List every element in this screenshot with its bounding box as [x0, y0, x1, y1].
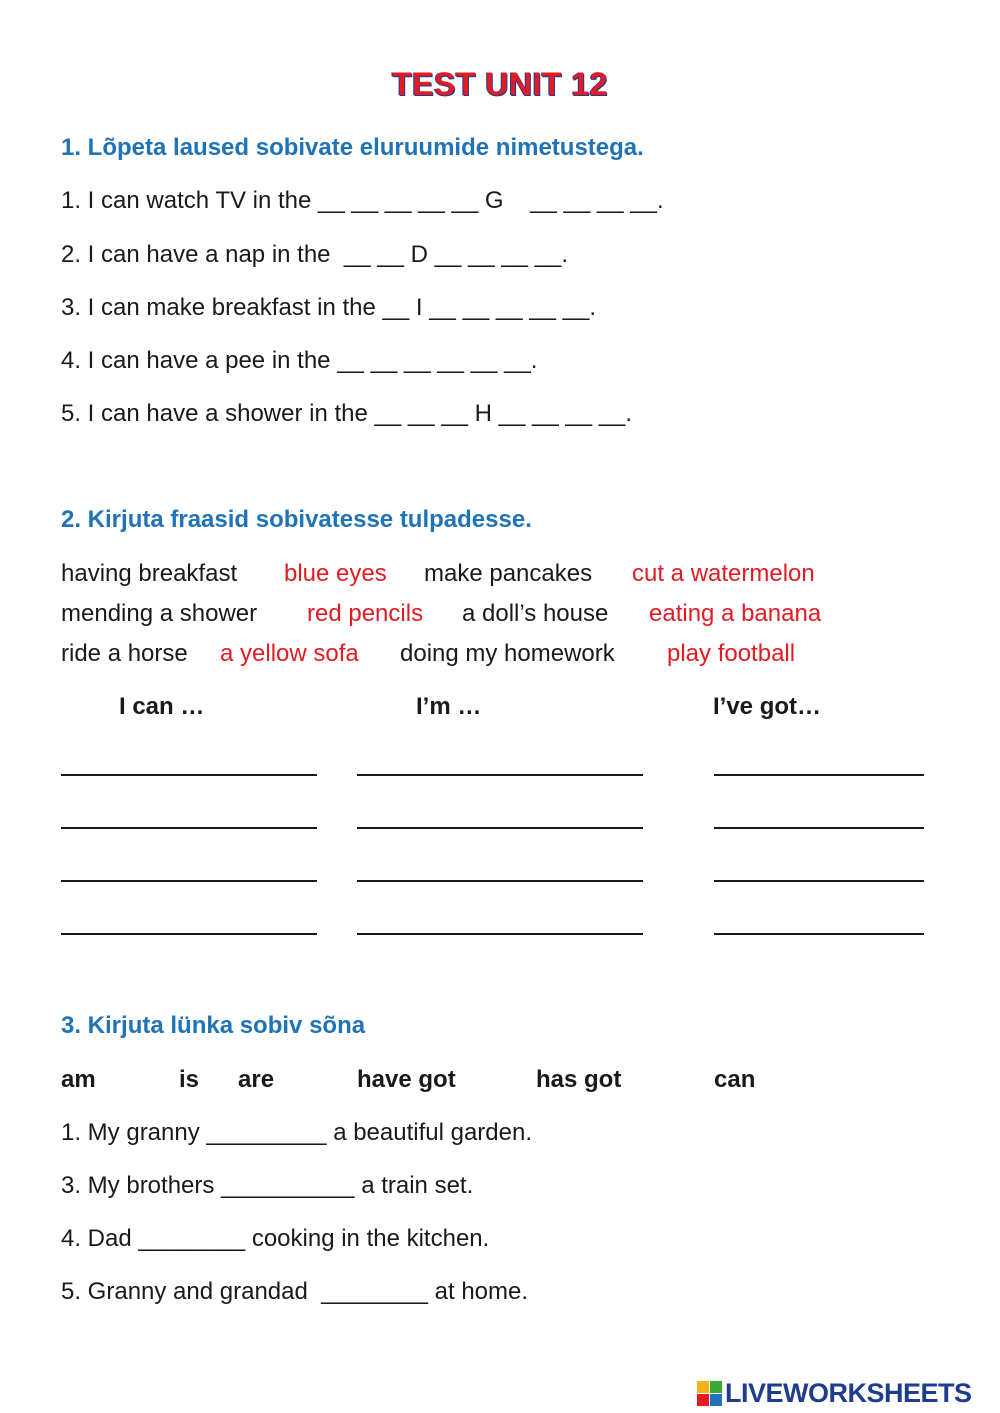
phrase-7: a doll’s house: [462, 600, 609, 627]
logo-square-3: [697, 1394, 709, 1406]
section1-item-2: 2. I can have a nap in the __ __ D __ __ __ __.: [61, 241, 569, 268]
page-title: TEST UNIT 12: [392, 66, 608, 102]
answer-blank-col3-row1[interactable]: [714, 774, 924, 776]
answer-blank-col2-row3[interactable]: [357, 880, 643, 882]
answer-blank-col2-row1[interactable]: [357, 774, 643, 776]
column-heading-ive-got: I’ve got…: [713, 693, 822, 720]
phrase-12: play football: [667, 640, 796, 667]
logo-square-2: [710, 1381, 722, 1393]
phrase-4: cut a watermelon: [632, 560, 815, 587]
phrase-6: red pencils: [307, 600, 424, 627]
logo-text: LIVEWORKSHEETS: [725, 1377, 972, 1408]
word-bank-have-got: have got: [357, 1066, 456, 1093]
answer-blank-col3-row2[interactable]: [714, 827, 924, 829]
phrase-8: eating a banana: [649, 600, 822, 627]
phrase-10: a yellow sofa: [220, 640, 359, 667]
answer-blank-col2-row4[interactable]: [357, 933, 643, 935]
answer-blank-col2-row2[interactable]: [357, 827, 643, 829]
phrase-2: blue eyes: [284, 560, 387, 587]
answer-blank-col1-row3[interactable]: [61, 880, 317, 882]
word-bank-has-got: has got: [536, 1066, 622, 1093]
phrase-3: make pancakes: [424, 560, 593, 587]
liveworksheets-logo: [697, 1376, 972, 1410]
word-bank-is: is: [179, 1066, 200, 1093]
answer-blank-col3-row3[interactable]: [714, 880, 924, 882]
answer-blank-col3-row4[interactable]: [714, 933, 924, 935]
section1-item-4: 4. I can have a pee in the __ __ __ __ __ __.: [61, 347, 538, 374]
phrase-1: having breakfast: [61, 560, 238, 587]
section1-item-1: 1. I can watch TV in the __ __ __ __ __ G __ __ __ __.: [61, 187, 664, 214]
word-bank-are: are: [238, 1066, 275, 1093]
section3-item-3: 3. My brothers __________ a train set.: [61, 1172, 474, 1199]
phrase-9: ride a horse: [61, 640, 188, 667]
logo-square-1: [697, 1381, 709, 1393]
word-bank-can: can: [714, 1066, 756, 1093]
section3-item-4: 4. Dad ________ cooking in the kitchen.: [61, 1225, 490, 1252]
logo-square-4: [710, 1394, 722, 1406]
section2-heading: 2. Kirjuta fraasid sobivatesse tulpadesse.: [61, 506, 532, 533]
section1-heading: 1. Lõpeta laused sobivate eluruumide nimetustega.: [61, 134, 644, 161]
phrase-5: mending a shower: [61, 600, 258, 627]
column-heading-i-can: I can …: [119, 693, 205, 720]
section3-item-1: 1. My granny _________ a beautiful garden.: [61, 1119, 533, 1146]
answer-blank-col1-row1[interactable]: [61, 774, 317, 776]
section1-item-5: 5. I can have a shower in the __ __ __ H __ __ __ __.: [61, 400, 633, 427]
section3-item-5: 5. Granny and grandad ________ at home.: [61, 1278, 529, 1305]
word-bank-am: am: [61, 1066, 96, 1093]
column-heading-im: I’m …: [416, 693, 482, 720]
answer-blank-col1-row4[interactable]: [61, 933, 317, 935]
section3-heading: 3. Kirjuta lünka sobiv sõna: [61, 1012, 366, 1039]
liveworksheets-logo-icon: [697, 1379, 723, 1407]
answer-blank-col1-row2[interactable]: [61, 827, 317, 829]
section1-item-3: 3. I can make breakfast in the __ I __ __ __ __ __.: [61, 294, 597, 321]
phrase-11: doing my homework: [400, 640, 615, 667]
